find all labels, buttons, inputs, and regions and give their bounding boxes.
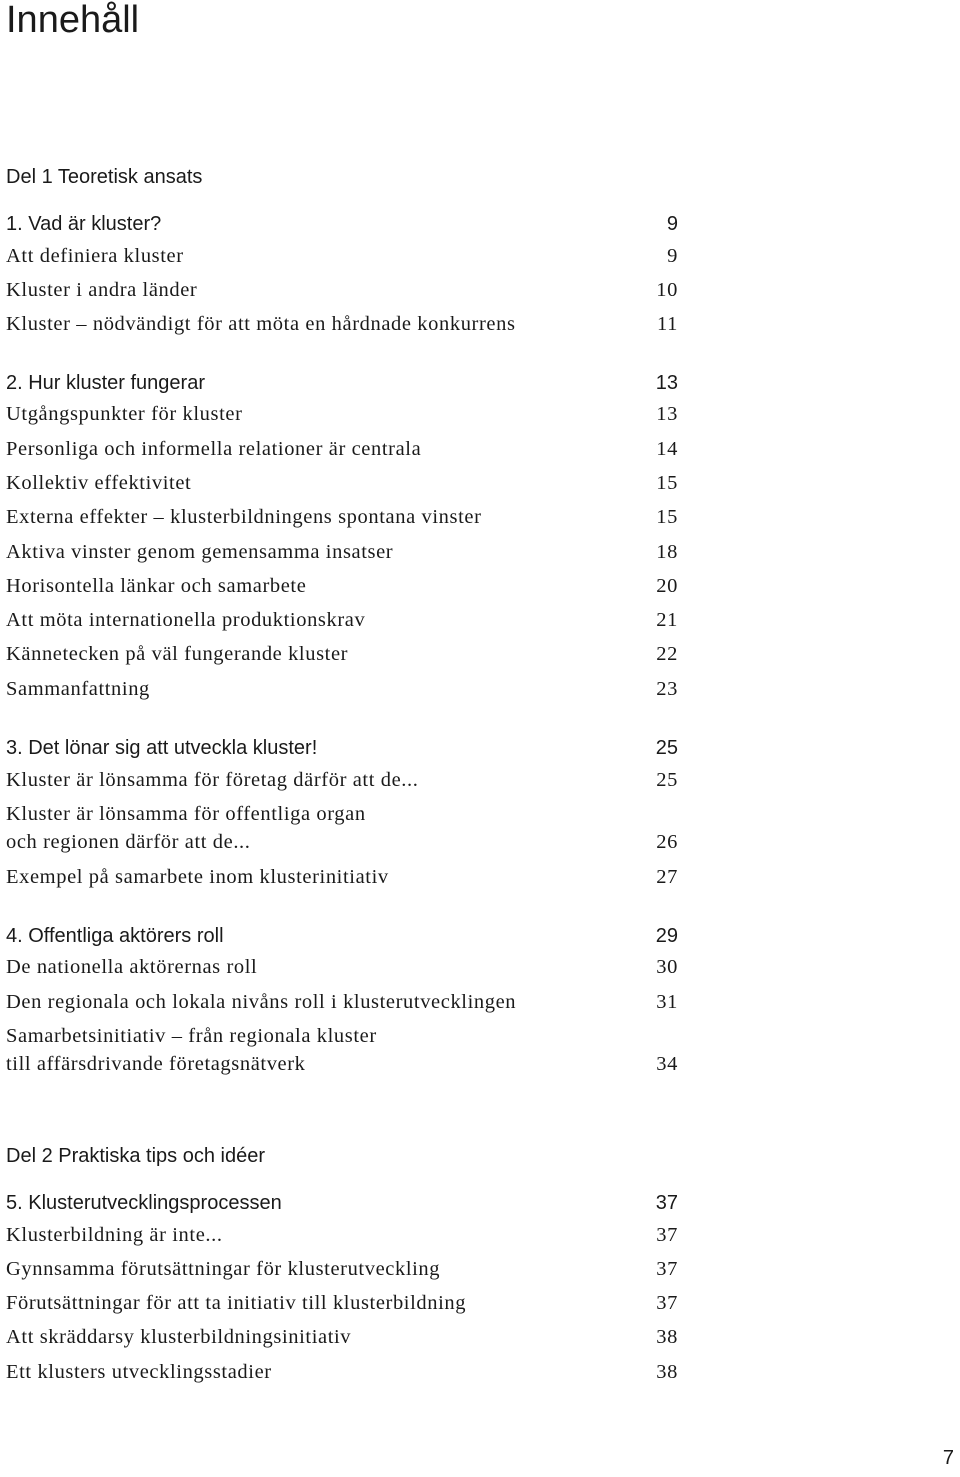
toc-page: 38 [656,1361,678,1383]
toc-page: 15 [656,472,678,494]
toc-label: Externa effekter – klusterbildningens spontana vinster [6,506,482,528]
toc-label: Kluster i andra länder [6,279,198,301]
toc-page: 23 [656,678,678,700]
toc-label: Kluster är lönsamma för företag därför att de... [6,769,419,791]
toc-entry[interactable] [6,310,678,338]
toc-entry[interactable] [6,675,678,703]
toc-page: 38 [656,1326,678,1348]
toc-page: 29 [655,925,678,947]
toc-label: De nationella aktörernas roll [6,956,258,978]
toc-label: Klusterbildning är inte... [6,1224,223,1246]
toc-label: Att definiera kluster [6,245,184,267]
toc-page: 27 [656,866,678,888]
toc-page: 15 [656,506,678,528]
toc-label: Ett klusters utvecklingsstadier [6,1361,272,1383]
toc-chapter-3[interactable] [6,732,678,760]
toc-label: Kännetecken på väl fungerande kluster [6,643,349,665]
toc-label: 1. Vad är kluster? [6,213,162,235]
toc-page: 11 [657,313,678,335]
toc-entry[interactable] [6,640,678,668]
toc-label: Förutsättningar för att ta initiativ till klusterbildning [6,1292,467,1314]
toc-label-line-1: Kluster är lönsamma för offentliga organ [6,803,366,825]
toc-page: 34 [656,1053,678,1075]
toc-entry[interactable] [6,988,678,1016]
toc-entry[interactable] [6,1255,678,1283]
part-heading-2: Del 2 Praktiska tips och idéer [6,1145,266,1167]
toc-entry[interactable] [6,435,678,463]
toc-label: 3. Det lönar sig att utveckla kluster! [6,737,318,759]
toc-label: Sammanfattning [6,678,150,700]
toc-entry[interactable] [6,953,678,981]
toc-label: 2. Hur kluster fungerar [6,372,205,394]
toc-page: 18 [656,541,678,563]
toc-label: Horisontella länkar och samarbete [6,575,307,597]
part-heading-1: Del 1 Teoretisk ansats [6,166,203,188]
toc-page: 25 [656,769,678,791]
toc-entry[interactable] [6,503,678,531]
toc-entry[interactable] [6,1289,678,1317]
toc-page: 30 [656,956,678,978]
toc-entry[interactable] [6,1358,678,1386]
toc-label: Utgångspunkter för kluster [6,403,243,425]
toc-chapter-1[interactable] [6,208,678,236]
toc-entry[interactable] [6,1221,678,1249]
toc-label: Personliga och informella relationer är centrala [6,438,422,460]
toc-page: 37 [656,1258,678,1280]
toc-entry[interactable] [6,469,678,497]
toc-page: 37 [656,1292,678,1314]
toc-page: 13 [656,403,678,425]
page-title: Innehåll [6,0,140,41]
toc-label-line-2: till affärsdrivande företagsnätverk [6,1053,306,1075]
toc-entry[interactable] [6,766,678,794]
toc-page: 9 [666,213,678,235]
toc-label-line-2: och regionen därför att de... [6,831,251,853]
toc-page: 21 [656,609,678,631]
toc-chapter-4[interactable] [6,920,678,948]
toc-entry[interactable] [6,572,678,600]
toc-chapter-5[interactable] [6,1187,678,1215]
toc-label: Kollektiv effektivitet [6,472,192,494]
toc-page: 14 [656,438,678,460]
toc-entry[interactable] [6,863,678,891]
toc-entry[interactable] [6,276,678,304]
toc-entry[interactable] [6,606,678,634]
toc-label: Exempel på samarbete inom klusterinitiativ [6,866,389,888]
toc-entry[interactable] [6,800,678,856]
toc-page: 25 [655,737,678,759]
toc-label: Kluster – nödvändigt för att möta en hårdnade konkurrens [6,313,516,335]
toc-label-line-1: Samarbetsinitiativ – från regionala kluster [6,1025,377,1047]
toc-label: Att skräddarsy klusterbildningsinitiativ [6,1326,352,1348]
toc-label: Att möta internationella produktionskrav [6,609,366,631]
toc-page: 26 [656,831,678,853]
toc-label: 4. Offentliga aktörers roll [6,925,224,947]
toc-entry[interactable] [6,538,678,566]
toc-page: 9 [667,245,678,267]
toc-entry[interactable] [6,400,678,428]
toc-page: 31 [656,991,678,1013]
toc-page: 10 [656,279,678,301]
toc-entry[interactable] [6,242,678,270]
toc-entry[interactable] [6,1323,678,1351]
toc-label: Den regionala och lokala nivåns roll i klusterutvecklingen [6,991,517,1013]
toc-label: Gynnsamma förutsättningar för klusterutveckling [6,1258,441,1280]
toc-page: 37 [655,1192,678,1214]
toc-page: 20 [656,575,678,597]
toc-label: 5. Klusterutvecklingsprocessen [6,1192,282,1214]
page-number: 7 [942,1447,954,1469]
toc-page: 13 [655,372,678,394]
toc-label: Aktiva vinster genom gemensamma insatser [6,541,394,563]
toc-page: 37 [656,1224,678,1246]
toc-entry[interactable] [6,1022,678,1078]
toc-page: 22 [656,643,678,665]
toc-chapter-2[interactable] [6,367,678,395]
